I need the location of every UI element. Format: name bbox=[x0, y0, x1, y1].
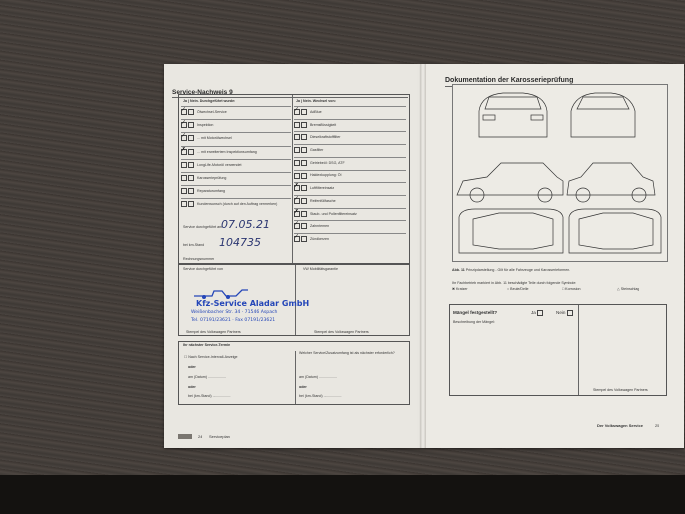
checklist-label: Reifenfüllfasche bbox=[310, 198, 336, 203]
checkbox[interactable] bbox=[188, 175, 194, 181]
checkbox[interactable] bbox=[294, 134, 300, 140]
checkbox[interactable] bbox=[188, 122, 194, 128]
next-or-3: oder bbox=[299, 385, 307, 389]
right-page-number: 25 bbox=[655, 423, 660, 428]
checklist-label: Ölwechsel-Service bbox=[197, 109, 227, 114]
checklist-row bbox=[294, 208, 406, 217]
checklist-label: ... mit Motorölwechsel bbox=[197, 136, 232, 141]
symbol-legend-item: □ Korrosion bbox=[562, 287, 581, 291]
checkbox[interactable] bbox=[188, 201, 194, 207]
check-mark-icon: ✗ bbox=[294, 208, 300, 215]
next-service-title: Ihr nächster Service-Termin bbox=[183, 343, 231, 347]
checkbox[interactable] bbox=[301, 160, 307, 166]
right-page-section: Der Volkswagen Service bbox=[597, 423, 643, 428]
check-mark-icon: ✓ bbox=[181, 120, 187, 127]
page-spine bbox=[420, 64, 426, 448]
checkbox[interactable] bbox=[188, 149, 194, 155]
service-stamp-label: Service durchgeführt von bbox=[183, 267, 223, 271]
checklist-label: LongLife-Motoröl verwendet bbox=[197, 162, 242, 167]
symbol-legend bbox=[452, 287, 666, 294]
checkbox[interactable] bbox=[188, 188, 194, 194]
checklist-row bbox=[294, 170, 406, 179]
left-page-section: Serviceplan bbox=[209, 434, 230, 439]
check-mark-icon: ✓ bbox=[181, 107, 187, 113]
checkbox[interactable] bbox=[181, 201, 187, 207]
symbol-legend-item: ○ Beule/Delle bbox=[507, 287, 529, 291]
checklist-row bbox=[181, 119, 291, 128]
checkbox[interactable] bbox=[301, 122, 307, 128]
checkbox[interactable] bbox=[188, 109, 194, 115]
defects-yes: Ja bbox=[531, 310, 544, 316]
checklist-label: Luftfiltereinsatz bbox=[310, 186, 335, 191]
checkbox[interactable] bbox=[294, 160, 300, 166]
symbol-instructions: Ihr Fachbetrieb markiert in Abb. 11 beschädigte Teile durch folgende Symbole: bbox=[452, 281, 577, 285]
next-date-label-2: am (Datum) .................. bbox=[299, 375, 337, 379]
next-or-2: oder bbox=[188, 385, 196, 389]
checklist-row bbox=[294, 233, 406, 242]
checklist-row bbox=[181, 159, 291, 168]
defects-box bbox=[449, 304, 667, 396]
checklist-row bbox=[181, 198, 291, 207]
checklist-row bbox=[294, 182, 406, 191]
car-diagram-box bbox=[452, 84, 668, 262]
partner-stamp-label-1: Stempel des Volkswagen Partners bbox=[186, 330, 241, 334]
next-date-label: am (Datum) .................. bbox=[188, 375, 226, 379]
checkbox[interactable] bbox=[188, 162, 194, 168]
dark-border bbox=[0, 475, 685, 514]
stamp-company-name: Kfz-Service Aladar GmbH bbox=[196, 299, 310, 308]
checklist-label: Zündkerzen bbox=[310, 236, 329, 241]
checkbox[interactable] bbox=[301, 134, 307, 140]
checklist-row bbox=[294, 157, 406, 166]
checklist-label: AdBlue bbox=[310, 109, 322, 114]
next-service-option: ☐ Nach Service-Intervall-Anzeige bbox=[184, 355, 238, 359]
partner-stamp-label-2: Stempel des Volkswagen Partners bbox=[314, 330, 369, 334]
checklist-row bbox=[294, 106, 406, 115]
checklist-label: Gasfilter bbox=[310, 148, 324, 153]
checkbox[interactable] bbox=[294, 122, 300, 128]
checklist-row bbox=[181, 172, 291, 181]
checklist-label: Kundenwunsch (durch auf den Auftrag vermerken) bbox=[197, 202, 278, 207]
checkbox[interactable] bbox=[188, 135, 194, 141]
checklist-row bbox=[181, 185, 291, 194]
checklist-label: Getriebeöl: DSG, ATF bbox=[310, 160, 345, 165]
checkbox[interactable] bbox=[301, 147, 307, 153]
right-partner-stamp-label: Stempel des Volkswagen Partners bbox=[593, 388, 648, 392]
checklist-row bbox=[181, 132, 291, 141]
checklist-row bbox=[294, 144, 406, 153]
checkbox[interactable] bbox=[301, 109, 307, 115]
checkbox[interactable] bbox=[301, 211, 307, 217]
check-mark-icon: ✓ bbox=[294, 107, 300, 113]
next-km-label: bei (km-Stand) .................. bbox=[188, 394, 231, 398]
figure-caption: Abb. 11 Prinzipdarstellung - Gilt für alle Fahrzeuge und Karosserieformen. bbox=[452, 268, 571, 272]
defects-no: Nein bbox=[556, 310, 574, 316]
checkbox[interactable] bbox=[294, 173, 300, 179]
right-page-title: Dokumentation der Karosserieprüfung bbox=[445, 77, 574, 84]
checkbox[interactable] bbox=[301, 223, 307, 229]
symbol-legend-item: △ Steinschlag bbox=[617, 287, 640, 291]
checklist-label: Reparaturumfang bbox=[197, 189, 225, 194]
tow-truck-logo bbox=[192, 286, 252, 300]
checklist-row bbox=[294, 195, 406, 204]
checklist-label: Bremsflüssigkeit bbox=[310, 122, 337, 127]
stamp-address: Weißenbacher Str. 34 · 71546 Aspach bbox=[191, 310, 278, 315]
checklist-label: Karosserieprüfung bbox=[197, 175, 227, 180]
stamp-phone: Tel. 07191/23621 · Fax 07191/23621 bbox=[191, 318, 276, 323]
left-page-title: Service-Nachweis 9 bbox=[172, 89, 233, 96]
next-km-label-2: bei (km-Stand) .................. bbox=[299, 394, 342, 398]
invoice-label: Rechnungsnummer bbox=[183, 257, 215, 261]
checkbox[interactable] bbox=[181, 175, 187, 181]
checkbox[interactable] bbox=[301, 185, 307, 191]
checklist-row bbox=[181, 106, 291, 115]
defects-description-label: Beschreibung der Mängel: bbox=[453, 320, 495, 324]
check-mark-icon: ✗ bbox=[181, 146, 187, 153]
check-mark-icon: ✗ bbox=[294, 183, 300, 190]
checklist-label: Dieselkraftstofffilter bbox=[310, 135, 341, 140]
checkbox[interactable] bbox=[301, 236, 307, 242]
checklist-row bbox=[181, 146, 291, 155]
mileage-value: 104735 bbox=[219, 236, 261, 249]
checkbox[interactable] bbox=[301, 198, 307, 204]
checklist-row bbox=[294, 119, 406, 128]
col-header-right: Ja | Nein. Wechsel von: bbox=[296, 99, 336, 103]
symbol-legend-item: ✖ Kratzer bbox=[452, 287, 468, 291]
next-or-1: oder bbox=[188, 365, 196, 369]
checklist-label: Zahnriemen bbox=[310, 224, 330, 229]
checklist-label: Haldexkupplung: Öl bbox=[310, 173, 342, 178]
checkbox[interactable] bbox=[181, 162, 187, 168]
next-scope-text: Welcher Service/Zusatzumfang ist als nächster erforderlich? bbox=[299, 351, 395, 355]
checkbox[interactable] bbox=[301, 173, 307, 179]
checklist-label: Staub- und Pollenfiltereinsatz bbox=[310, 211, 357, 216]
checklist-row bbox=[294, 131, 406, 140]
defects-question: Mängel festgestellt? bbox=[453, 310, 498, 315]
mileage-label: bei km-Stand bbox=[183, 243, 205, 247]
service-date-label: Service durchgeführt am bbox=[183, 225, 223, 229]
check-mark-icon: ✓ bbox=[294, 234, 300, 240]
service-date-value: 07.05.21 bbox=[221, 218, 270, 231]
checklist-label: Inspektion bbox=[197, 123, 214, 128]
car-outline-diagram bbox=[453, 85, 667, 261]
checkbox[interactable] bbox=[181, 188, 187, 194]
checklist-label: ... mit erweitertem Inspektionsumfang bbox=[197, 149, 257, 154]
checklist-row bbox=[294, 220, 406, 229]
check-mark-icon: ✓ bbox=[294, 221, 300, 228]
left-page-number: 24 bbox=[198, 434, 203, 439]
check-mark-icon: ✓ bbox=[294, 195, 300, 202]
mobility-label: VW Mobilitätsgarantie bbox=[303, 267, 338, 271]
check-mark-icon: ✓ bbox=[181, 133, 187, 140]
col-header-left: Ja | Nein. Durchgeführt wurde: bbox=[183, 99, 236, 103]
checkbox[interactable] bbox=[294, 147, 300, 153]
